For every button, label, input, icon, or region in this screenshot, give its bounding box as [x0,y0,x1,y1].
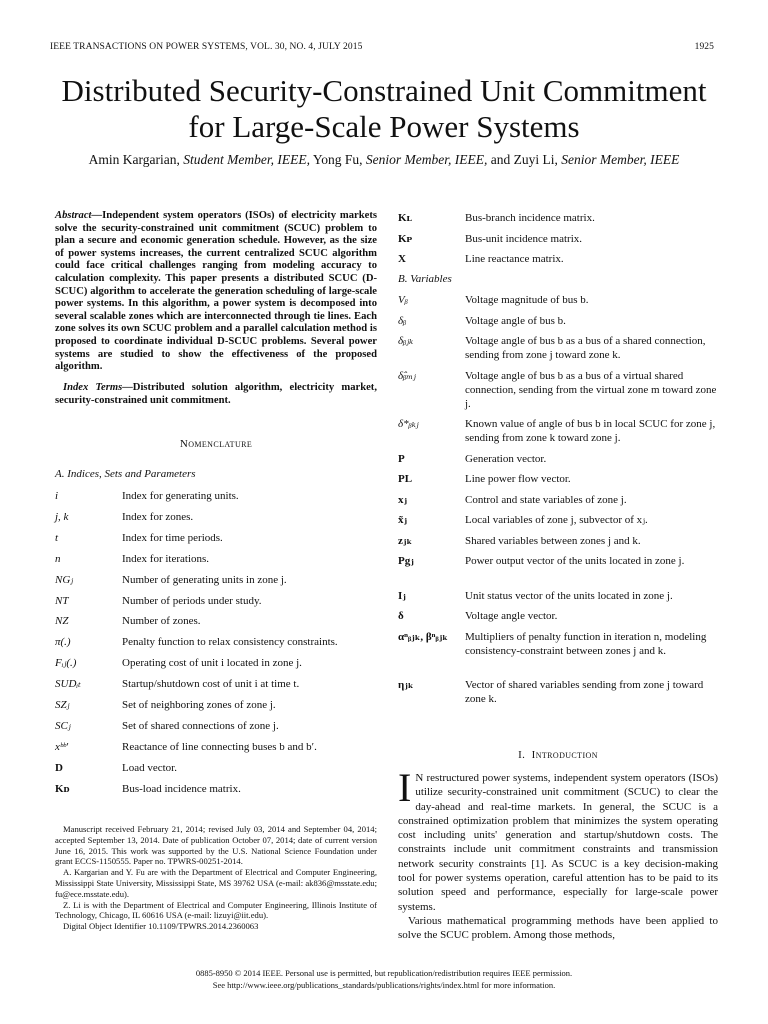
nomenclature-description: Power output vector of the units located in zone j. [465,555,685,567]
abstract [55,210,377,374]
nomenclature-description: Set of neighboring zones of zone j. [122,699,276,711]
nomenclature-symbol: P [398,452,405,465]
page-number: 1925 [694,42,714,52]
nomenclature-symbol: Iⱼ [398,589,406,602]
nomenclature-symbol: Kʟ [398,212,413,224]
nomenclature-description: Line reactance matrix. [465,253,564,265]
nomenclature-symbol: PL [398,473,413,485]
nomenclature-description: Vector of shared variables sending from zone j toward zone k. [465,679,704,705]
index-terms-text: Distributed solution algorithm, electricity market, security-constrained unit commitment. [55,382,377,406]
nomenclature-description: Voltage angle of bus b as a bus of a virtual shared connection, sending from the virtual zone m toward zone j. [465,369,717,410]
introduction-body [398,765,718,943]
nomenclature-heading: Nomenclature [179,438,253,450]
running-header-journal: IEEE TRANSACTIONS ON POWER SYSTEMS, VOL. 30, NO. 4, JULY 2015 [50,42,363,52]
nomenclature-description: Bus-unit incidence matrix. [465,232,582,245]
nomenclature-symbol: NZ [55,615,69,628]
nomenclature-symbol: Kᴅ [55,782,70,795]
nomenclature-symbol: NT [55,594,69,607]
nomenclature-description: Bus-load incidence matrix. [122,782,241,795]
nomenclature-symbol: i [55,490,59,502]
footnote-manuscript: Manuscript received February 21, 2014; revised July 03, 2014 and September 04, 2014; accepted September 13, 2014. Date of publication October 07, 2014; date of current version June 16, 2015. This work was supported by the U.S. National Science Foundation under grant ECCS-1150555. Paper no. TPWRS-00251-2014. [55,824,377,867]
author-1-name: Amin Kargarian, [88,152,180,167]
nomenclature-description: Voltage angle of bus b as a bus of a shared connection, sending from zone j toward zone k. [465,335,706,361]
introduction-paragraph-2: Various mathematical programming methods have been applied to solve the SCUC problem. Among those methods, [398,914,718,942]
nomenclature-symbol: Fᵢⱼ(.) [55,657,77,670]
title-line-2: for Large-Scale Power Systems [188,109,580,144]
nomenclature-description: Set of shared connections of zone j. [122,719,279,732]
nomenclature-description: Reactance of line connecting buses b and b′. [122,740,317,753]
nomenclature-symbol: xᵇᵇ′ [55,740,69,753]
nomenclature-description: Index for time periods. [122,531,223,544]
author-3-name: Zuyi Li, [513,152,558,167]
nomenclature-description: Index for generating units. [122,490,239,502]
nomenclature-description: Load vector. [122,761,177,774]
nomenclature-symbol: ηⱼₖ [398,679,414,691]
nomenclature-symbol: αⁿᵦⱼₖ, βⁿᵦⱼₖ [398,630,448,643]
nomenclature-symbol: xⱼ [398,493,407,506]
nomenclature-symbol: Vᵦ [398,294,408,306]
nomenclature-description: Shared variables between zones j and k. [465,534,641,547]
introduction-paragraph-1: N restructured power systems, independent system operators (ISOs) utilize security-constrained unit commitment (SCUC) to clear the day-ahead and real-time markets. In general, the SCUC is a constrained optimization problem that minimizes the system operating cost including units' generation and startup/shutdown costs. The constraints include unit commitment constraints and transmission network security constraints [1]. As SCUC is a key decision-making tool for power systems operation, careful attention has to be paid to its solution speed and performance, especially for large-scale power systems. [398,772,718,913]
copyright-line-1: 0885-8950 © 2014 IEEE. Personal use is permitted, but republication/redistribution requires IEEE permission. [195,968,573,978]
nomenclature-symbol: δ̂ᵦₘⱼ [398,369,416,382]
index-terms-lead: Index Terms— [63,382,133,393]
nomenclature-symbol: zⱼₖ [398,534,413,547]
nomenclature-description: Unit status vector of the units located in zone j. [465,589,673,602]
nomenclature-description: Multipliers of penalty function in iteration n, modeling consistency-constraint between zones j and k. [465,630,707,657]
paper-title [0,73,768,145]
nomenclature-description: Index for zones. [122,510,194,523]
introduction-heading [398,749,718,761]
nomenclature-description: Generation vector. [465,452,547,465]
nomenclature-subhead-a: A. Indices, Sets and Parameters [55,468,196,480]
nomenclature-symbol: j, k [55,510,69,523]
nomenclature-description: Known value of angle of bus b in local SCUC for zone j, sending from zone k toward zone j. [465,418,716,444]
nomenclature-description: Penalty function to relax consistency constraints. [122,636,338,649]
nomenclature-symbol: SUDᵢₜ [55,678,81,691]
nomenclature-list-left [55,489,377,809]
footnote-doi: Digital Object Identifier 10.1109/TPWRS.2014.2360063 [63,921,259,932]
author-line [0,152,768,168]
author-1-role: Student Member, IEEE, [183,152,310,167]
nomenclature-symbol: NGⱼ [55,573,74,586]
nomenclature-symbol: δ [398,610,404,622]
author-3-role: Senior Member, IEEE [561,152,680,167]
nomenclature-symbol: δᵦⱼₖ [398,335,414,347]
nomenclature-symbol: Kᴘ [398,232,413,245]
nomenclature-description: Startup/shutdown cost of unit i at time t. [122,678,300,691]
nomenclature-description: Local variables of zone j, subvector of xⱼ. [465,514,648,526]
footnote-affiliation-1: A. Kargarian and Y. Fu are with the Department of Electrical and Computer Engineering, Mississippi State University, Mississippi State, MS 39762 USA (e-mail: ak836@msstate.edu; fu@ece.msstate.edu). [55,867,377,899]
introduction-heading-text: Introduction [531,749,598,761]
nomenclature-description: Number of zones. [122,615,201,628]
author-2-role: Senior Member, IEEE, [365,152,488,167]
nomenclature-symbol: D [55,761,63,774]
nomenclature-description: Voltage angle vector. [465,610,558,622]
nomenclature-symbol: n [55,552,61,565]
nomenclature-description: Index for iterations. [122,552,210,565]
title-line-1: Distributed Security-Constrained Unit Commitment [61,73,707,108]
nomenclature-description: Control and state variables of zone j. [465,493,627,506]
nomenclature-list-right-top [398,211,718,271]
copyright-line-2: See http://www.ieee.org/publications_standards/publications/rights/index.html for more information. [212,980,556,990]
index-terms [55,382,377,407]
introduction-heading-num: I. [518,749,526,761]
nomenclature-symbol: δ*ᵦₖⱼ [398,418,419,430]
nomenclature-description: Line power flow vector. [465,473,571,485]
abstract-lead: Abstract— [55,210,103,221]
dropcap-letter: I [398,765,412,810]
nomenclature-symbol: x̃ⱼ [398,514,407,526]
nomenclature-symbol: π(.) [55,636,71,649]
nomenclature-symbol: SCⱼ [55,719,71,732]
nomenclature-description: Voltage magnitude of bus b. [465,294,589,306]
nomenclature-symbol: t [55,531,59,544]
nomenclature-symbol: δᵦ [398,314,407,327]
copyright-notice [0,967,768,991]
nomenclature-list-variables [398,293,718,723]
footnote-affiliation-2: Z. Li is with the Department of Electrical and Computer Engineering, Illinois Institute of Technology, Chicago, IL 60616 USA (e-mail: lizuyi@iit.edu). [55,899,377,921]
nomenclature-description: Number of generating units in zone j. [122,573,287,586]
author-2-name: Yong Fu, [312,152,363,167]
nomenclature-subhead-b: B. Variables [398,273,452,285]
nomenclature-symbol: Pgⱼ [398,555,414,567]
abstract-text: Independent system operators (ISOs) of electricity markets solve the security-constrained unit commitment (SCUC) problem to plan a secure and economic generation schedule. However, as the size of power systems increases, the current centralized SCUC algorithm could face critical challenges ranging from modeling accuracy to calculation complexity. This paper presents a distributed SCUC (D-SCUC) algorithm to accelerate the generation scheduling of large-scale power systems. In this algorithm, a power system is decomposed into several scalable zones which are interconnected through tie lines. Each zone solves its own SCUC problem and a parallel calculation method is proposed to coordinate individual D-SCUC problems. Several power systems are studied to show the effectiveness of the proposed algorithm. [55,210,377,373]
nomenclature-symbol: X [398,253,406,265]
author-and: and [490,152,511,167]
nomenclature-description: Operating cost of unit i located in zone j. [122,657,302,670]
nomenclature-description: Bus-branch incidence matrix. [465,212,595,224]
nomenclature-description: Number of periods under study. [122,594,262,607]
footnotes [55,824,377,932]
nomenclature-symbol: SZⱼ [55,699,70,711]
nomenclature-description: Voltage angle of bus b. [465,314,566,327]
